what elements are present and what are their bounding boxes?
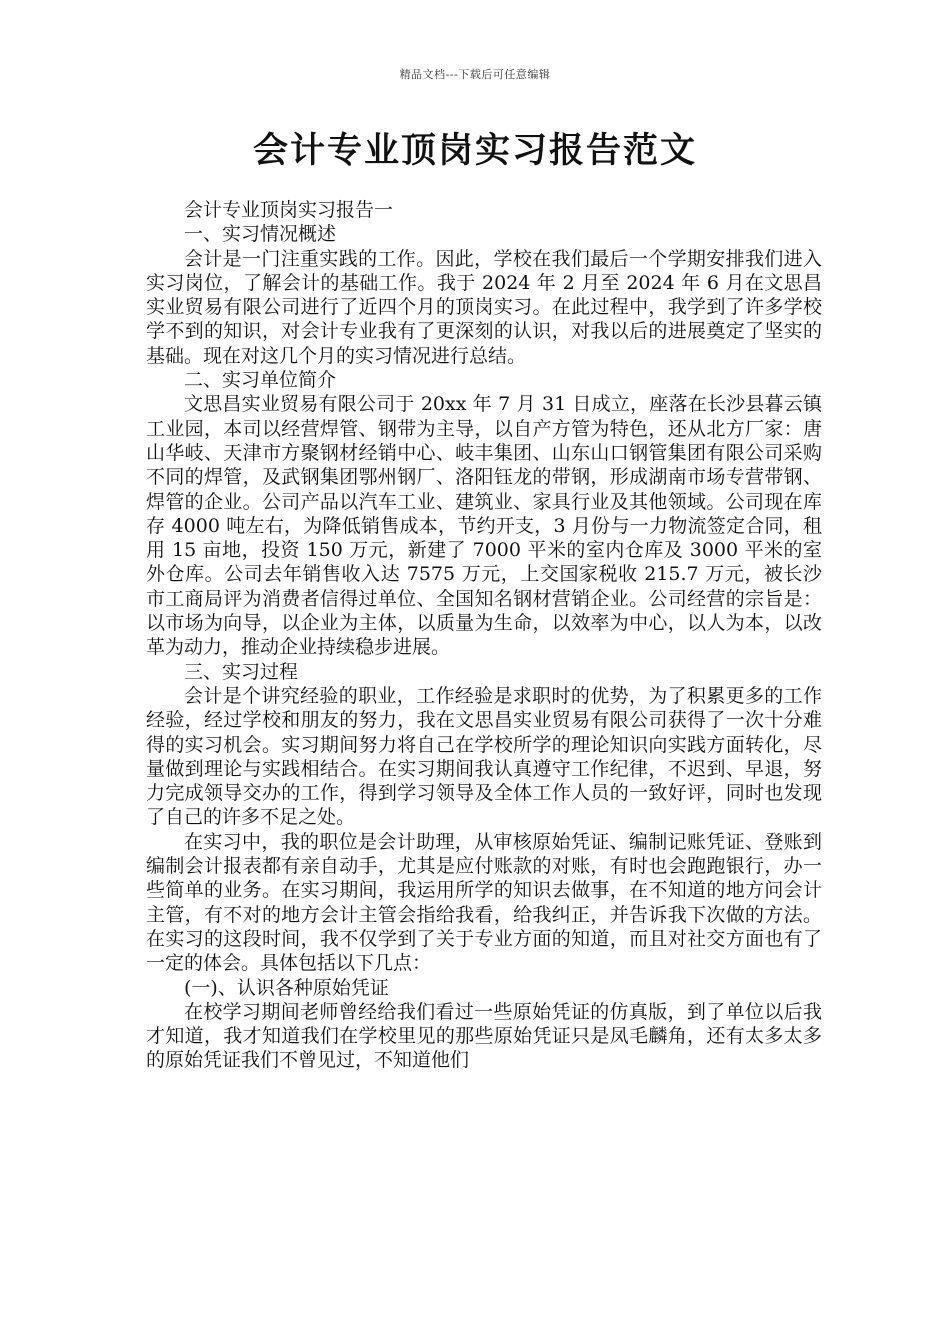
section-heading: 会计专业顶岗实习报告一 bbox=[184, 199, 394, 221]
body-paragraph: 会计是个讲究经验的职业，工作经验是求职时的优势，为了积累更多的工作经验，经过学校和朋友的努力，我在文思昌实业贸易有限公司获得了一次十分难得的实习机会。实习期间努力将自己在学校所学的理论知识向实践方面转化，尽量做到理论与实践相结合。在实习期间我认真遵守工作纪律，不迟到、早退，努力完成领导交办的工作，得到学习领导及全体工作人员的一致好评，同时也发现了自己的许多不足之处。 bbox=[146, 684, 822, 829]
header-note: 精品文档---下载后可任意编辑 bbox=[399, 68, 551, 81]
document-title: 会计专业顶岗实习报告范文 bbox=[252, 130, 697, 171]
section-heading: 二、实习单位简介 bbox=[184, 369, 337, 392]
body-paragraph: 在校学习期间老师曾经给我们看过一些原始凭证的仿真版，到了单位以后我才知道，我才知道我们在学校里见的那些原始凭证只是凤毛麟角，还有太多太多的原始凭证我们不曾见过，不知道他们 bbox=[146, 1000, 822, 1072]
body-paragraph: 在实习中，我的职位是会计助理，从审核原始凭证、编制记账凭证、登账到编制会计报表都有亲自动手，尤其是应付账款的对账，有时也会跑跑银行，办一些简单的业务。在实习期间，我运用所学的知识去做事，在不知道的地方问会计主管，有不对的地方会计主管会指给我看，给我纠正，并告诉我下次做的方法。在实习的这段时间，我不仅学到了关于专业方面的知道，而且对社交方面也有了一定的体会。具体包括以下几点： bbox=[146, 830, 822, 975]
body-paragraph: 文思昌实业贸易有限公司于 20xx 年 7 月 31 日成立，座落在长沙县暮云镇工业园，本司以经营焊管、钢带为主导，以自产方管为特色，还从北方厂家：唐山华岐、天津市方聚钢材经销中心、岐丰集团、山东山口钢管集团有限公司采购不同的焊管，及武钢集团鄂州钢厂、洛阳钰龙的带钢，形成湖南市场专营带钢、焊管的企业。公司产品以汽车工业、建筑业、家具行业及其他领域。公司现在库存 4000 吨左右，为降低销售成本，节约开支，3 月份与一力物流签定合同，租用 15 亩地，投资 150 万元，新建了 7000 平米的室内仓库及 3000 平米的室外仓库。公司去年销售收入达 7575 万元，上交国家税收 215.7 万元，被长沙市工商局评为消费者信得过单位、全国知名钢材营销企业。公司经营的宗旨是：以市场为向导，以企业为主体，以质量为生命，以效率为中心，以人为本，以改革为动力，推动企业持续稳步进展。 bbox=[146, 393, 822, 659]
body-paragraph: 会计是一门注重实践的工作。因此，学校在我们最后一个学期安排我们进入实习岗位，了解会计的基础工作。我于 2024 年 2 月至 2024 年 6 月在文思昌实业贸易有限公司进行了近四个月的顶岗实习。在此过程中，我学到了许多学校学不到的知识，对会计专业我有了更深刻的认识，对我以后的进展奠定了坚实的基础。现在对这几个月的实习情况进行总结。 bbox=[146, 247, 822, 367]
section-heading: 一、实习情况概述 bbox=[184, 223, 337, 246]
section-heading: 三、实习过程 bbox=[184, 660, 299, 683]
section-heading: (一)、认识各种原始凭证 bbox=[184, 976, 389, 999]
document-body bbox=[146, 198, 822, 1073]
